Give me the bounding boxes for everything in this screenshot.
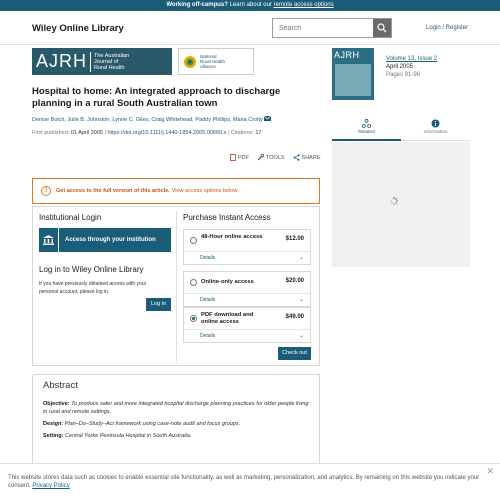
option-details-link[interactable]: Details — [200, 255, 216, 261]
chevron-down-icon[interactable]: ⌄ — [298, 255, 304, 261]
login-register-link[interactable]: Login / Register — [426, 25, 469, 31]
author-list — [32, 116, 322, 123]
pdf-label: PDF — [238, 154, 249, 161]
cookie-text: This website stores data such as cookies to enable essential site functionality, as well as marketing, personalization, and analytics. By remaining on this website you indicate your consent. Privacy Policy — [8, 475, 480, 489]
cover-image — [335, 64, 371, 96]
journal-banner-name: The Australian Journal of Rural Health — [94, 52, 130, 71]
wol-login-heading: Log in to Wiley Online Library — [39, 265, 144, 274]
doi-link[interactable]: https://doi.org/10.1111/j.1440-1854.2005.00660.x — [107, 130, 227, 136]
remote-access-link[interactable]: remote access options — [273, 2, 334, 8]
option-radio[interactable] — [190, 279, 197, 286]
option-label: PDF download and online access — [201, 312, 254, 325]
institution-access-label: Access through your institution — [65, 237, 156, 243]
first-published-date: 01 April 2005 — [70, 130, 103, 136]
search-input[interactable] — [273, 19, 373, 37]
partner-logo[interactable] — [178, 48, 254, 75]
abstract-top-border — [34, 374, 319, 375]
article-title: Hospital to home: An integrated approach to discharge planning in a rural South Australian town — [32, 86, 281, 109]
abstract-objective: Objective: To produce safer and more integrated hospital discharge planning practices for older people living in rural and remote settings. — [43, 401, 309, 415]
sidebar-tabs — [332, 116, 470, 141]
journal-cover[interactable] — [332, 48, 374, 100]
option-label: Online-only access — [201, 279, 254, 285]
abstract-design: Design: Plan–Do–Study–Act framework using case-note audit and focus groups. — [43, 421, 241, 427]
tab-related[interactable] — [332, 116, 401, 141]
info-icon — [431, 119, 440, 128]
citations-label: Citations: — [230, 130, 256, 136]
abstract-section — [32, 374, 320, 464]
share-label: SHARE — [301, 154, 321, 161]
chevron-down-icon[interactable]: ⌄ — [298, 297, 304, 303]
banner-divider — [90, 52, 91, 72]
remote-access-text: Learn about our — [227, 2, 274, 8]
institutional-login-heading: Institutional Login — [39, 213, 102, 222]
journal-banner[interactable] — [32, 48, 172, 75]
purchase-option-pdf[interactable] — [183, 307, 311, 343]
author-names[interactable]: Denise Bolch, Julie B. Johnston, Lynne C. Giles, Craig Whitehead, Paddy Phillips, Maria Crotty — [32, 117, 263, 123]
login-button[interactable]: Log in — [146, 298, 171, 311]
pdf-icon — [230, 154, 236, 161]
access-notice-text: Get access to the full version of this article. — [56, 188, 170, 194]
cover-title: AJRH — [334, 50, 360, 60]
search-button[interactable] — [373, 19, 391, 37]
issue-date: April 2005 — [386, 64, 414, 70]
share-icon — [293, 154, 300, 161]
privacy-policy-link[interactable]: Privacy Policy — [32, 483, 70, 489]
loading-spinner-icon — [389, 196, 399, 206]
close-icon[interactable]: ✕ — [486, 466, 494, 476]
access-notice — [32, 178, 320, 204]
tab-information-label: Information — [423, 130, 448, 135]
option-details-link[interactable]: Details — [200, 297, 216, 303]
abstract-heading: Abstract — [43, 380, 78, 391]
chevron-down-icon[interactable]: ⌄ — [298, 333, 304, 339]
cookie-banner — [0, 463, 500, 500]
institution-icon — [39, 228, 59, 252]
remote-access-lead: Working off-campus? — [166, 2, 228, 8]
access-options-link[interactable]: View access options below. — [171, 188, 239, 194]
institution-access-button[interactable] — [39, 228, 171, 252]
purchase-option-48h[interactable] — [183, 229, 311, 265]
related-panel — [332, 142, 470, 267]
wol-login-text: If you have previously obtained access with your personal account, please log in. — [39, 281, 147, 295]
article-meta: First published: 01 April 2005 | https://doi.org/10.1111/j.1440-1854.2005.00660.x | Citations: 17 — [32, 130, 262, 136]
option-price: $20.00 — [285, 278, 304, 284]
partner-name: National Rural Health Alliance — [200, 54, 226, 69]
option-details-link[interactable]: Details — [200, 333, 216, 339]
abstract-setting: Setting: Central Yorke Peninsula Hospital in South Australia. — [43, 433, 192, 439]
journal-banner-acronym: AJRH — [36, 51, 88, 71]
option-radio[interactable] — [190, 315, 197, 322]
volume-link[interactable]: Volume 13, Issue 2 — [386, 56, 438, 62]
partner-logo-icon — [183, 55, 197, 69]
option-price: $49.00 — [285, 314, 304, 320]
site-header — [0, 11, 500, 45]
search-icon — [377, 23, 387, 33]
tools-button[interactable] — [257, 154, 285, 161]
tools-label: TOOLS — [266, 154, 285, 161]
option-label: 48-Hour online access — [201, 234, 263, 240]
purchase-option-online-only[interactable] — [183, 271, 311, 307]
search-box — [272, 18, 392, 38]
info-icon: ! — [41, 186, 51, 196]
tab-related-label: Related — [358, 130, 375, 135]
related-icon — [362, 119, 371, 128]
wrench-icon — [257, 154, 264, 161]
purchase-heading: Purchase Instant Access — [183, 213, 271, 222]
citations-count[interactable]: 17 — [255, 130, 262, 136]
first-published-label: First published: — [32, 130, 71, 136]
remote-access-bar — [0, 0, 500, 11]
issue-info — [386, 55, 437, 79]
share-button[interactable] — [293, 154, 321, 161]
site-logo[interactable]: Wiley Online Library — [32, 23, 124, 34]
pdf-button[interactable] — [230, 154, 249, 161]
email-icon[interactable] — [264, 116, 271, 121]
issue-pages: Pages 91-96 — [386, 72, 421, 78]
access-panel — [32, 206, 320, 366]
checkout-button[interactable]: Check out — [278, 347, 311, 360]
option-radio[interactable] — [190, 237, 197, 244]
tab-information[interactable] — [401, 116, 470, 141]
option-price: $12.00 — [285, 236, 304, 242]
access-divider — [176, 211, 177, 363]
article-tools — [230, 154, 321, 161]
